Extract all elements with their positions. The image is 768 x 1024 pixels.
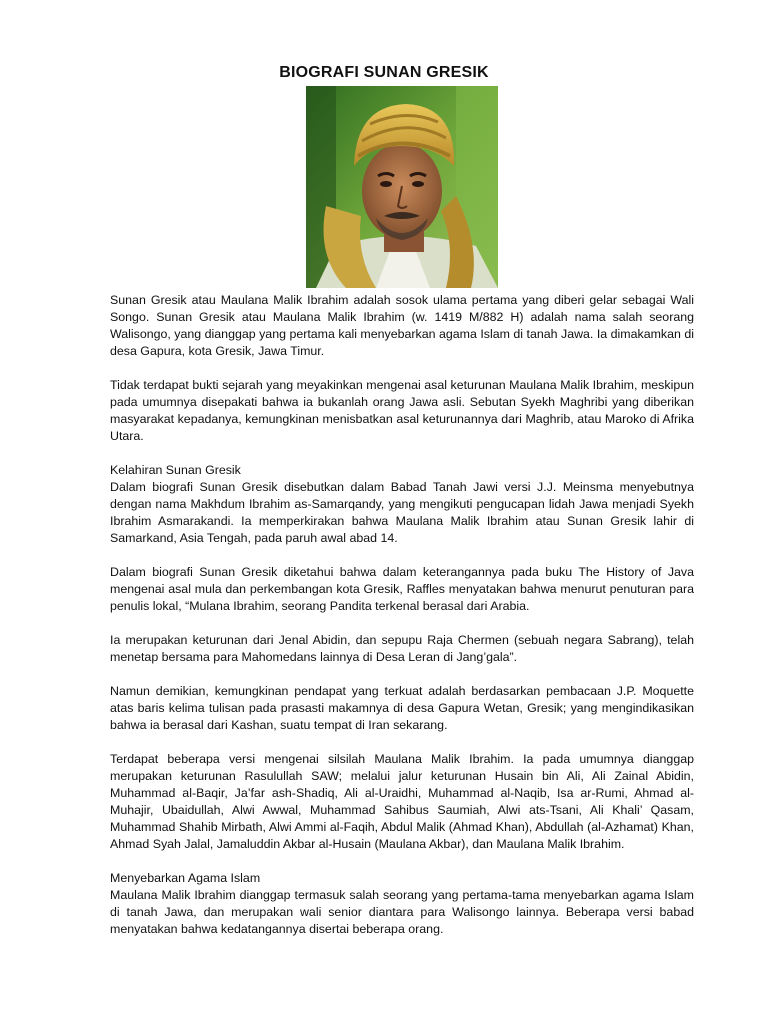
paragraph-intro: Sunan Gresik atau Maulana Malik Ibrahim adalah sosok ulama pertama yang diberi gelar sebagai Wali Songo. Sunan Gresik atau Maulana Malik Ibrahim (w. 1419 M/882 H) adalah nama salah seorang Walisongo, yang dianggap yang pertama kali menyebarkan agama Islam di tanah Jawa. Ia dimakamkan di desa Gapura, kota Gresik, Jawa Timur.: [110, 293, 694, 358]
paragraph-babad: Dalam biografi Sunan Gresik disebutkan dalam Babad Tanah Jawi versi J.J. Meinsma menyebutnya dengan nama Makhdum Ibrahim as-Samarqandy, yang mengikuti pengucapan lidah Jawa menjadi Syekh Ibrahim Asmarakandi. Ia memperkirakan bahwa Maulana Malik Ibrahim atau Sunan Gresik lahir di Samarkand, Asia Tengah, pada paruh awal abad 14.: [110, 480, 694, 545]
paragraph-silsilah: Terdapat beberapa versi mengenai silsilah Maulana Malik Ibrahim. Ia pada umumnya dianggap merupakan keturunan Rasulullah SAW; melalui jalur keturunan Husain bin Ali, Ali Zainal Abidin, Muhammad al-Baqir, Ja’far ash-Shadiq, Ali al-Uraidhi, Muhammad al-Naqib, Isa ar-Rumi, Ahmad al-Muhajir, Ubaidullah, Alwi Awwal, Muhammad Sahibus Saumiah, Alwi ats-Tsani, Ali Khali’ Qasam, Muhammad Shahib Mirbath, Alwi Ammi al-Faqih, Abdul Malik (Ahmad Khan), Abdullah (al-Azhamat) Khan, Ahmad Syah Jalal, Jamaluddin Akbar al-Husain (Maulana Akbar), dan Maulana Malik Ibrahim.: [110, 752, 694, 851]
section-heading-kelahiran: Kelahiran Sunan Gresik: [110, 463, 241, 477]
paragraph-origin: Tidak terdapat bukti sejarah yang meyakinkan mengenai asal keturunan Maulana Malik Ibrahim, meskipun pada umumnya disepakati bahwa ia bukanlah orang Jawa asli. Sebutan Syekh Maghribi yang diberikan masyarakat kepadanya, kemungkinan menisbatkan asal keturunannya dari Maghrib, atau Maroko di Afrika Utara.: [110, 378, 694, 443]
paragraph-menyebarkan: Maulana Malik Ibrahim dianggap termasuk salah seorang yang pertama-tama menyebarkan agama Islam di tanah Jawa, dan merupakan wali senior diantara para Walisongo lainnya. Beberapa versi babad menyatakan bahwa kedatangannya disertai beberapa orang.: [110, 888, 694, 936]
document-body: [110, 292, 694, 955]
document-title: BIOGRAFI SUNAN GRESIK: [279, 64, 489, 81]
portrait-image: [306, 86, 498, 288]
paragraph-raffles: Dalam biografi Sunan Gresik diketahui bahwa dalam keterangannya pada buku The History of Java mengenai asal mula dan perkembangan kota Gresik, Raffles menyatakan bahwa menurut penuturan para penulis lokal, “Mulana Ibrahim, seorang Pandita terkenal berasal dari Arabia.: [110, 565, 694, 613]
section-heading-menyebarkan: Menyebarkan Agama Islam: [110, 871, 261, 885]
paragraph-jenal-abidin: Ia merupakan keturunan dari Jenal Abidin, dan sepupu Raja Chermen (sebuah negara Sabrang), telah menetap bersama para Mahomedans lainnya di Desa Leran di Jang’gala”.: [110, 633, 694, 664]
paragraph-moquette: Namun demikian, kemungkinan pendapat yang terkuat adalah berdasarkan pembacaan J.P. Moquette atas baris kelima tulisan pada prasasti makamnya di desa Gapura Wetan, Gresik; yang mengindikasikan bahwa ia berasal dari Kashan, suatu tempat di Iran sekarang.: [110, 684, 694, 732]
